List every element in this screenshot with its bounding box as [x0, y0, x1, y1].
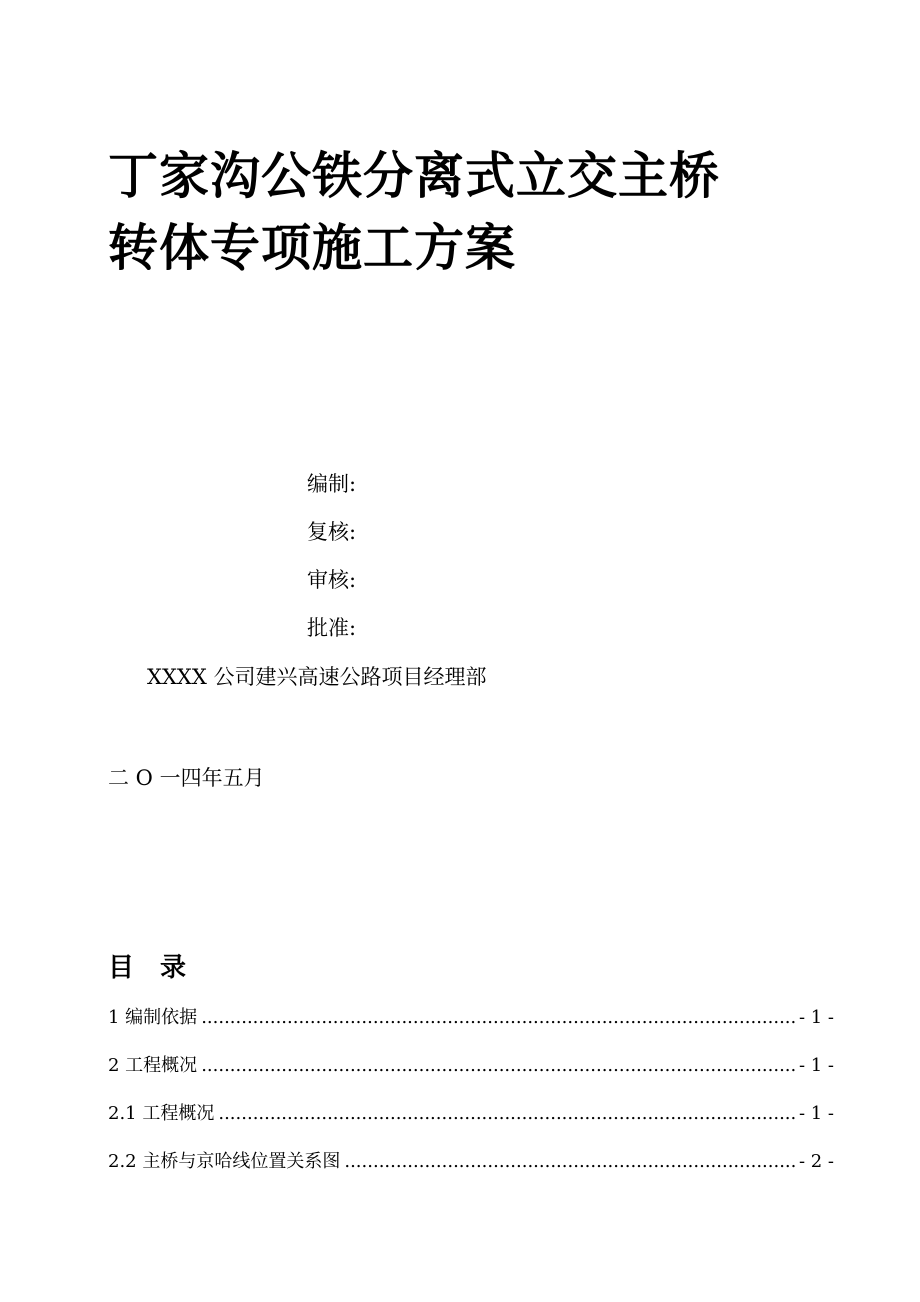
- toc-entry-page: - 1 -: [798, 1055, 834, 1076]
- toc-entry-page: - 1 -: [798, 1103, 834, 1124]
- toc-entry[interactable]: [108, 1144, 834, 1192]
- toc-entry-label: 2.2 主桥与京哈线位置关系图: [108, 1151, 341, 1172]
- toc-entry-label: 2.1 工程概况: [108, 1103, 215, 1124]
- toc-entry-label: 2 工程概况: [108, 1055, 198, 1076]
- signoff-compiled: 编制:: [307, 472, 357, 496]
- toc-heading: 目 录: [108, 953, 187, 983]
- toc-entry-label: 1 编制依据: [108, 1007, 198, 1028]
- signoff-list: [307, 466, 356, 658]
- toc-entry[interactable]: [108, 1096, 834, 1144]
- toc-leader: [201, 1048, 797, 1084]
- toc-entry-page: - 1 -: [798, 1007, 834, 1028]
- document-title: [108, 140, 868, 284]
- toc-entry[interactable]: [108, 1048, 834, 1096]
- signoff-approved: 批准:: [307, 616, 357, 640]
- signoff-audited: 审核:: [307, 568, 357, 592]
- toc-leader: [344, 1144, 797, 1180]
- organization-name: XXXX 公司建兴高速公路项目经理部: [147, 665, 487, 689]
- document-date: 二 O 一四年五月: [108, 766, 265, 790]
- signoff-reviewed: 复核:: [307, 520, 357, 544]
- title-line-1: 丁家沟公铁分离式立交主桥: [108, 147, 720, 205]
- toc-entry-page: - 2 -: [798, 1151, 834, 1172]
- toc-leader: [218, 1096, 797, 1132]
- toc-leader: [201, 1000, 797, 1036]
- toc-entry[interactable]: [108, 1000, 834, 1048]
- table-of-contents: [108, 1000, 834, 1192]
- title-line-2: 转体专项施工方案: [108, 219, 516, 277]
